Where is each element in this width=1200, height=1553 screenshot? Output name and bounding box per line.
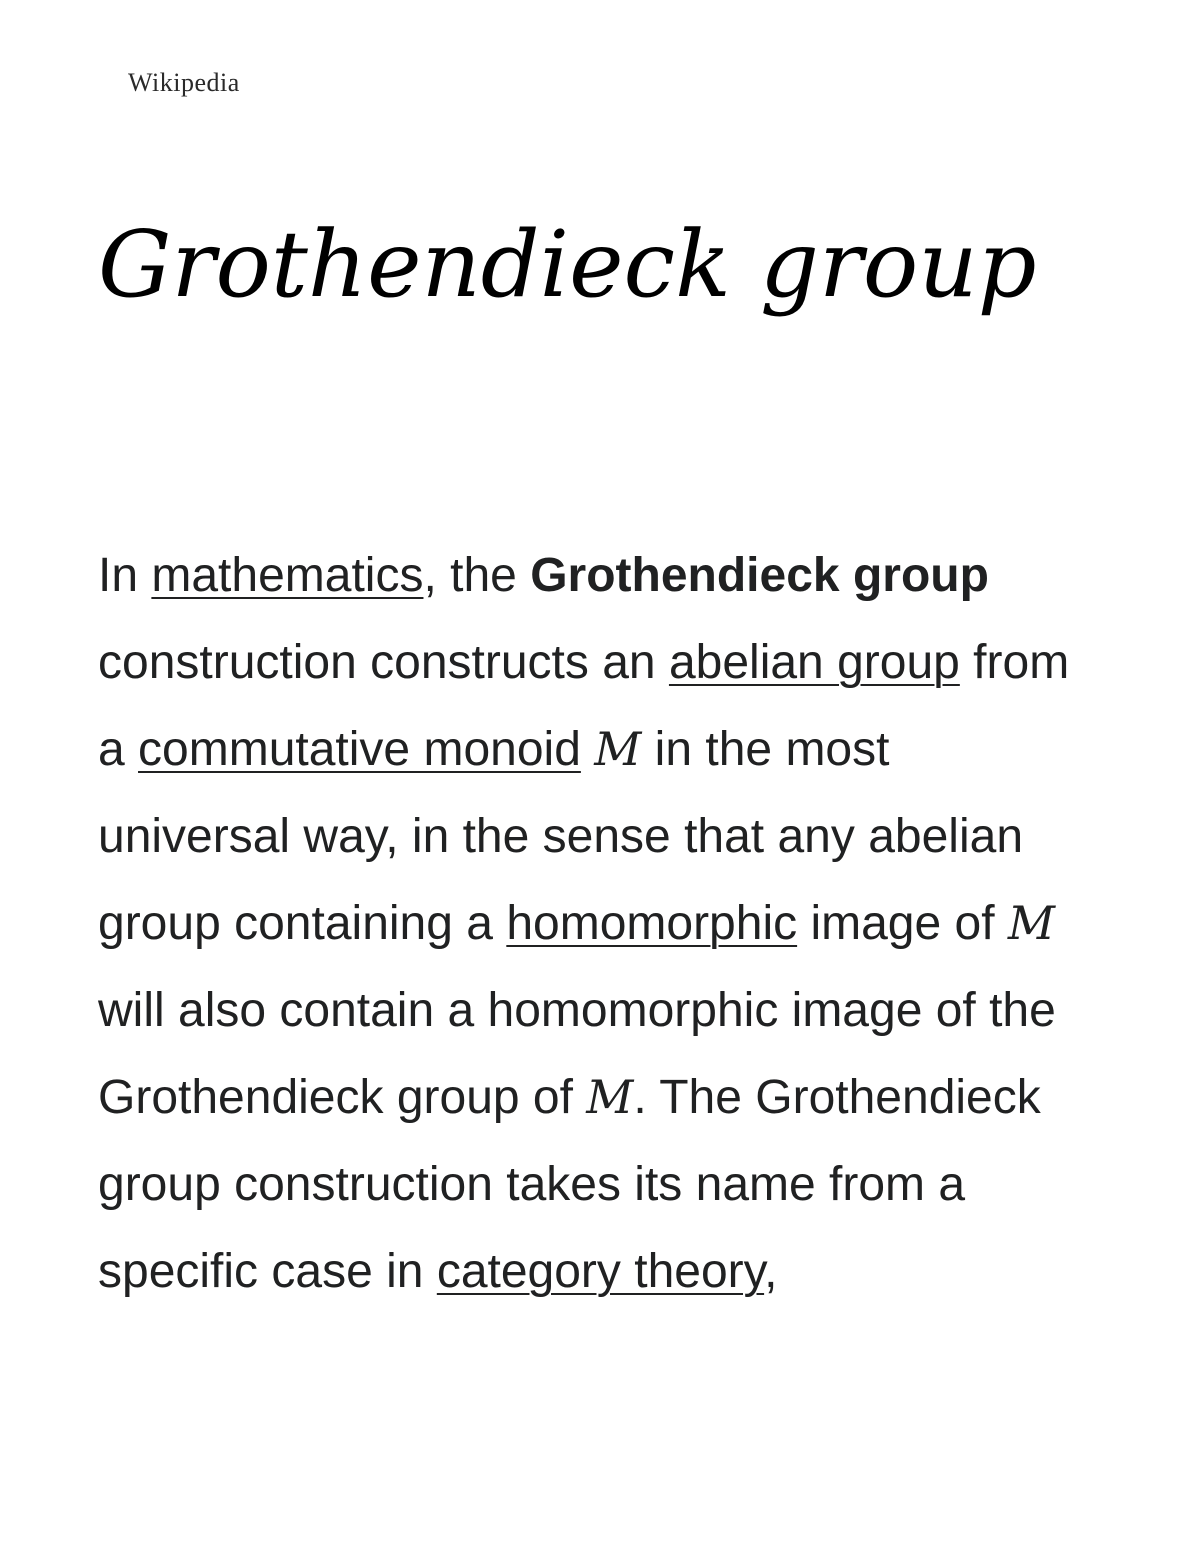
text-run: in the most universal way, in the sense that any abelian group containing a <box>98 723 1024 950</box>
text-run: , the <box>423 549 531 602</box>
bold-term: Grothendieck group <box>530 549 989 602</box>
article-paragraph <box>98 532 1073 1315</box>
text-run: construction constructs an <box>98 636 669 689</box>
page-title: Grothendieck group <box>98 211 1037 318</box>
text-run: . The Grothendieck group construction takes its name from a specific case in <box>98 1071 1041 1298</box>
text-run <box>581 723 594 776</box>
text-run: image of <box>797 897 1008 950</box>
link-commutative-monoid[interactable]: commutative monoid <box>138 723 581 776</box>
link-abelian-group[interactable]: abelian group <box>668 636 960 689</box>
text-run: In <box>98 549 152 602</box>
link-homomorphic[interactable]: homomorphic <box>506 897 798 950</box>
math-variable: M <box>1007 896 1055 950</box>
link-mathematics[interactable]: mathematics <box>151 549 424 602</box>
wikipedia-logo[interactable]: Wikipedia <box>128 68 240 97</box>
text-run: , <box>764 1245 778 1298</box>
math-variable: M <box>594 722 642 776</box>
math-variable: M <box>586 1070 634 1124</box>
text-run: will also contain a homomorphic image of the Grothendieck group of <box>98 984 1056 1124</box>
link-category-theory[interactable]: category theory <box>436 1245 765 1298</box>
text-run: from a <box>98 636 1070 776</box>
